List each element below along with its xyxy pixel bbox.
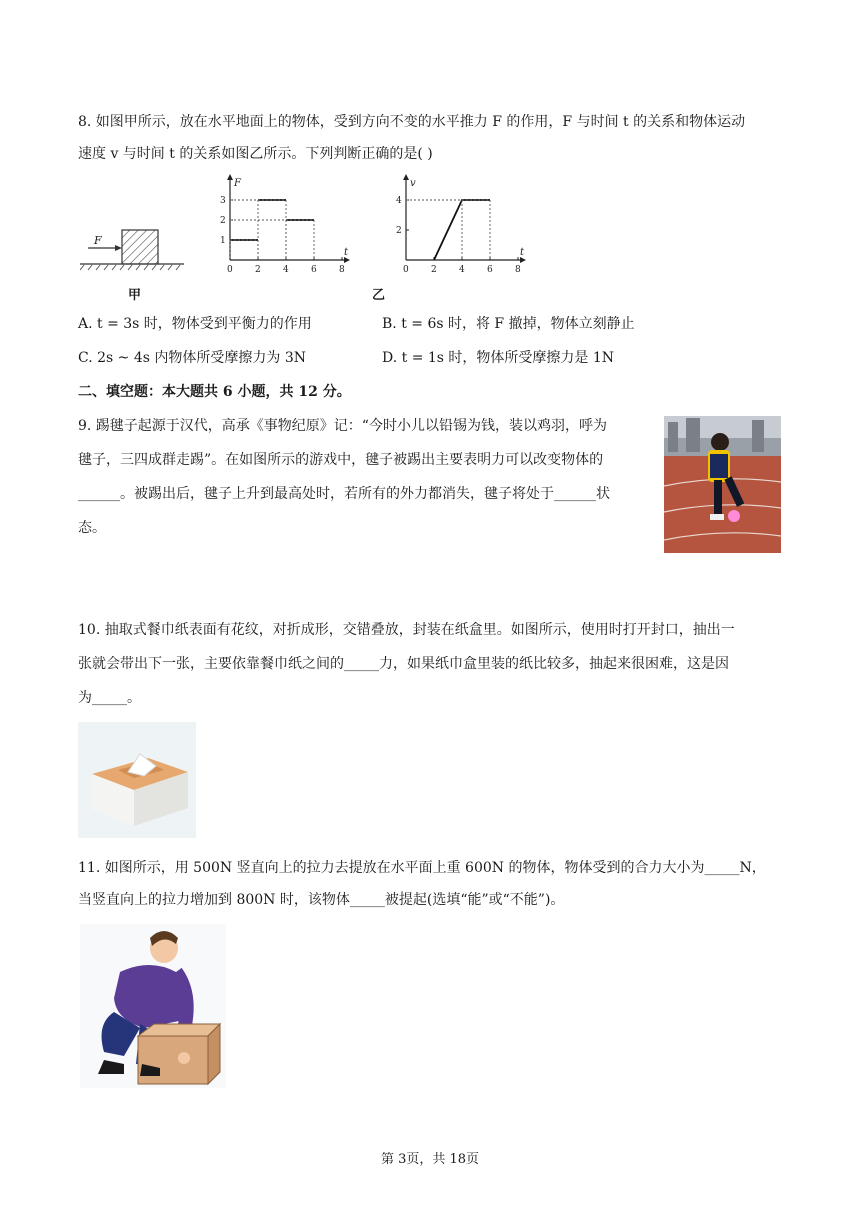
q8-option-d: D. t = 1s 时，物体所受摩擦力是 1N bbox=[382, 350, 615, 366]
figure-jia-block-diagram bbox=[80, 220, 190, 272]
force-label: F bbox=[94, 234, 102, 247]
x-tick-label-8: 8 bbox=[339, 265, 345, 275]
q11-line2: 当竖直向上的拉力增加到 800N 时，该物体_____被提起(选填“能”或“不能”)。 bbox=[78, 892, 565, 908]
q8-option-b: B. t = 6s 时，将 F 撤掉，物体立刻静止 bbox=[382, 316, 635, 332]
chart-velocity-time bbox=[388, 172, 536, 276]
caption-jia: 甲 bbox=[128, 288, 142, 303]
y-axis-label: F bbox=[234, 178, 241, 189]
x-tick-label-4: 4 bbox=[283, 265, 289, 275]
photo-shuttlecock-kick bbox=[664, 416, 781, 553]
q8-line2: 速度 v 与时间 t 的关系如图乙所示。下列判断正确的是( ) bbox=[78, 146, 433, 162]
y-tick-label-4: 4 bbox=[396, 196, 402, 206]
section-heading: 二、填空题：本大题共 6 小题，共 12 分。 bbox=[78, 384, 351, 400]
x-axis-label: t bbox=[520, 247, 525, 258]
x-tick-label-6: 6 bbox=[487, 265, 493, 275]
y-tick-label-2: 2 bbox=[220, 216, 226, 226]
q8-option-c: C. 2s ~ 4s 内物体所受摩擦力为 3N bbox=[78, 350, 306, 366]
x-tick-label-0: 0 bbox=[403, 265, 409, 275]
q8-option-a: A. t = 3s 时，物体受到平衡力的作用 bbox=[78, 316, 312, 332]
q9-line4: 态。 bbox=[78, 520, 106, 536]
x-tick-label-8: 8 bbox=[515, 265, 521, 275]
q9-line3: ______。被踢出后，毽子上升到最高处时，若所有的外力都消失，毽子将处于______状 bbox=[78, 486, 610, 502]
q9-line2: 毽子，三四成群走踢”。在如图所示的游戏中，毽子被踢出主要表明力可以改变物体的 bbox=[78, 452, 604, 468]
x-tick-label-6: 6 bbox=[311, 265, 317, 275]
x-tick-label-2: 2 bbox=[255, 265, 261, 275]
x-tick-label-2: 2 bbox=[431, 265, 437, 275]
photo-tissue-box bbox=[78, 722, 196, 838]
y-tick-label-3: 3 bbox=[220, 196, 226, 206]
x-tick-label-4: 4 bbox=[459, 265, 465, 275]
q10-line3: 为_____。 bbox=[78, 690, 141, 706]
page-footer: 第 3页，共 18页 bbox=[380, 1152, 480, 1167]
q11-line1: 11. 如图所示，用 500N 竖直向上的拉力去提放在水平面上重 600N 的物体，物体受到的合力大小为_____N， bbox=[78, 860, 766, 876]
y-tick-label-1: 1 bbox=[220, 236, 226, 246]
ground-hatch bbox=[80, 265, 180, 270]
y-axis-label: v bbox=[410, 178, 416, 189]
q9-line1: 9. 踢毽子起源于汉代，高承《事物纪原》记：“今时小儿以铅锡为钱，装以鸡羽，呼为 bbox=[78, 418, 607, 434]
force-arrow-head bbox=[115, 245, 122, 251]
y-axis-arrow bbox=[227, 174, 233, 180]
x-axis-label: t bbox=[344, 247, 349, 258]
q10-line2: 张就会带出下一张，主要依靠餐巾纸之间的_____力，如果纸巾盒里装的纸比较多，抽起来很困难，这是因 bbox=[78, 656, 729, 672]
chart-force-time bbox=[212, 172, 360, 276]
hatched-block bbox=[122, 230, 158, 264]
q10-line1: 10. 抽取式餐巾纸表面有花纹，对折成形，交错叠放，封装在纸盒里。如图所示，使用时打开封口，抽出一 bbox=[78, 622, 735, 638]
y-axis-arrow bbox=[403, 174, 409, 180]
caption-yi: 乙 bbox=[372, 288, 386, 303]
y-tick-label-2: 2 bbox=[396, 226, 402, 236]
q8-line1: 8. 如图甲所示，放在水平地面上的物体，受到方向不变的水平推力 F 的作用，F 与时间 t 的关系和物体运动 bbox=[78, 114, 746, 130]
illustration-man-lifting-box bbox=[80, 924, 226, 1088]
x-tick-label-0: 0 bbox=[227, 265, 233, 275]
